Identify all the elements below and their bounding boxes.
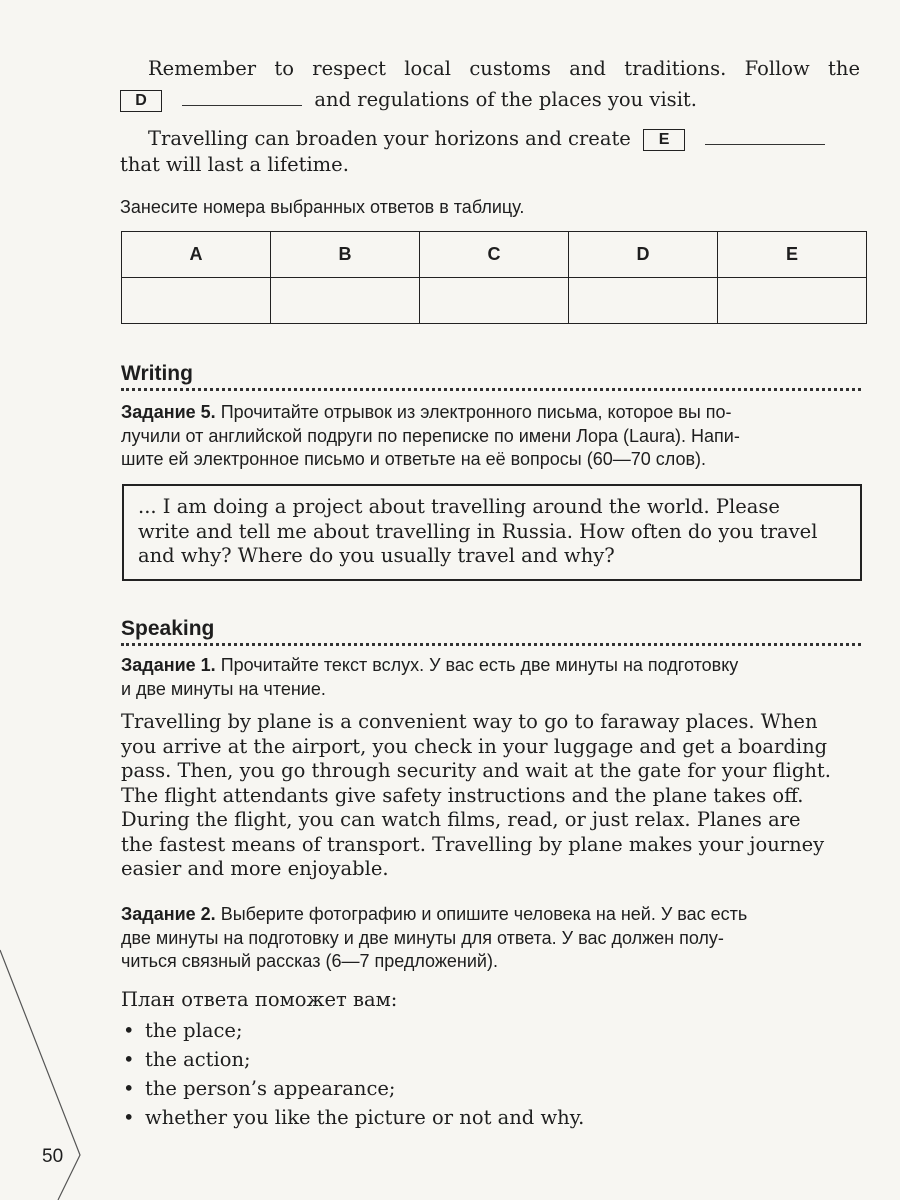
speaking-task1-text-1: Прочитайте текст вслух. У вас есть две минуты на подготовку — [220, 655, 739, 675]
email-line-2: write and tell me about travelling in Russia. How often do you travel — [138, 519, 818, 543]
fill-in-d-line2 — [120, 88, 860, 113]
table-header-c: C — [420, 232, 569, 278]
writing-title: Writing — [121, 362, 193, 385]
speaking-task2-label: Задание 2. — [121, 904, 216, 924]
reading-line-6: the fastest means of transport. Travelling by plane makes your journey — [121, 832, 825, 856]
email-excerpt-box — [122, 484, 862, 581]
page-number: 50 — [42, 1146, 64, 1167]
page-edge-line — [0, 950, 80, 1200]
plan-list — [121, 1016, 861, 1132]
table-header-a: A — [122, 232, 271, 278]
table-header-b: B — [271, 232, 420, 278]
speaking-task2-text-1: Выберите фотографию и опишите человека на ней. У вас есть — [220, 904, 748, 924]
plan-item: • whether you like the picture or not and why. — [121, 1103, 861, 1132]
answer-box-e: E — [643, 129, 685, 151]
answer-cell-e[interactable] — [718, 278, 867, 324]
writing-task-label: Задание 5. — [121, 402, 216, 422]
reading-line-2: you arrive at the airport, you check in your luggage and get a boarding — [121, 734, 828, 758]
email-excerpt-text — [138, 495, 850, 569]
reading-text — [121, 710, 863, 882]
fill-in-d-line1: Remember to respect local customs and traditions. Follow the — [148, 57, 860, 80]
writing-divider — [121, 388, 861, 391]
reading-line-1: Travelling by plane is a convenient way to go to faraway places. When — [121, 710, 818, 733]
speaking-task2 — [121, 903, 861, 974]
speaking-task1 — [121, 654, 861, 701]
blank-e[interactable] — [705, 144, 825, 145]
writing-task-line-1 — [121, 401, 861, 425]
speaking-task1-line-2: и две минуты на чтение. — [121, 678, 326, 699]
table-header-e: E — [718, 232, 867, 278]
email-line-3: and why? Where do you usually travel and why? — [138, 544, 615, 567]
speaking-task2-line-3: читься связный рассказ (6—7 предложений). — [121, 951, 498, 971]
answer-cell-c[interactable] — [420, 278, 569, 324]
speaking-task2-line-1 — [121, 903, 861, 927]
email-line-1: ... I am doing a project about travelling around the world. Please — [138, 495, 780, 518]
answer-box-d: D — [120, 90, 162, 112]
table-instruction: Занесите номера выбранных ответов в таблицу. — [120, 197, 525, 217]
writing-task-line-2: лучили от английской подруги по переписке по имени Лора (Laura). Напи- — [121, 425, 740, 446]
fill-in-e-line1 — [148, 127, 860, 152]
fill-in-d-text-after: and regulations of the places you visit. — [314, 88, 697, 111]
plan-item: • the place; — [121, 1016, 861, 1045]
reading-line-3: pass. Then, you go through security and wait at the gate for your flight. — [121, 759, 831, 782]
writing-task-text-1: Прочитайте отрывок из электронного письма, которое вы по- — [220, 402, 732, 422]
answer-cell-a[interactable] — [122, 278, 271, 324]
plan-item: • the action; — [121, 1045, 861, 1074]
blank-d[interactable] — [182, 105, 302, 106]
answer-cell-b[interactable] — [271, 278, 420, 324]
speaking-task1-line-1 — [121, 654, 861, 678]
plan-item: • the person’s appearance; — [121, 1074, 861, 1103]
speaking-divider — [121, 643, 861, 646]
reading-line-4: The flight attendants give safety instructions and the plane takes off. — [121, 783, 804, 807]
table-header-d: D — [569, 232, 718, 278]
reading-line-7: easier and more enjoyable. — [121, 857, 389, 880]
writing-task — [121, 401, 861, 472]
reading-line-5: During the flight, you can watch films, read, or just relax. Planes are — [121, 808, 801, 831]
speaking-task2-line-2: две минуты на подготовку и две минуты для ответа. У вас должен полу- — [121, 927, 724, 948]
answer-table — [121, 231, 867, 324]
fill-in-e-line2: that will last a lifetime. — [120, 153, 349, 176]
plan-title: План ответа поможет вам: — [121, 988, 398, 1011]
speaking-task1-label: Задание 1. — [121, 655, 216, 675]
answer-cell-d[interactable] — [569, 278, 718, 324]
fill-in-e-text-before: Travelling can broaden your horizons and create — [148, 127, 631, 150]
speaking-title: Speaking — [121, 617, 215, 640]
writing-task-line-3: шите ей электронное письмо и ответьте на её вопросы (60—70 слов). — [121, 449, 707, 469]
page-edge-decoration — [0, 0, 120, 1200]
